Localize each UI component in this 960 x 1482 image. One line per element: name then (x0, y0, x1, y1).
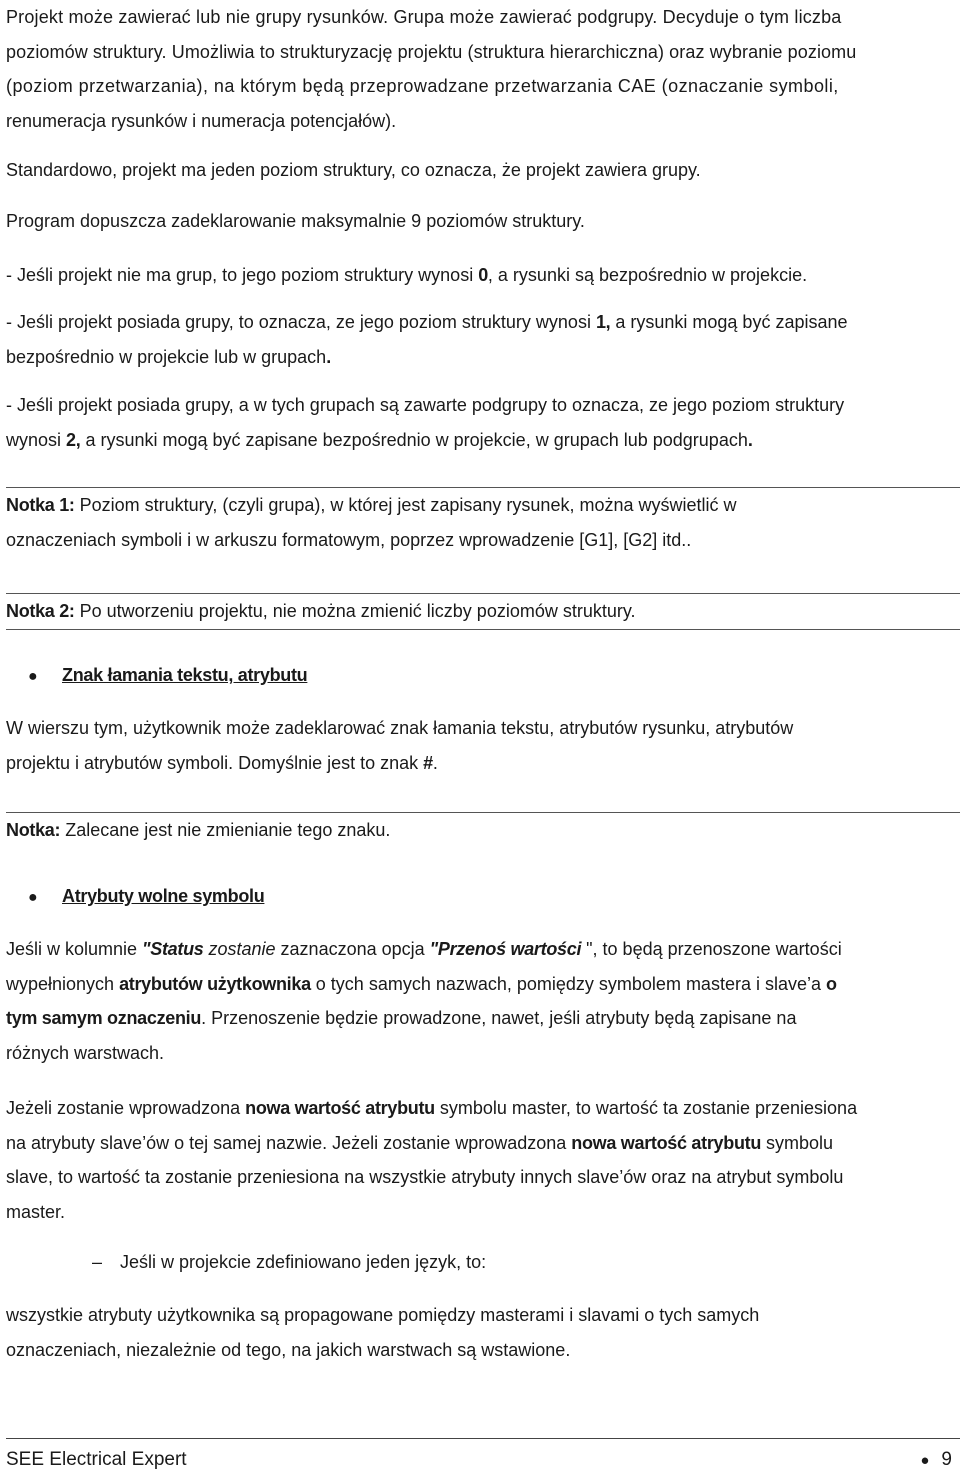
note2-label: Notka 2: (6, 601, 75, 621)
case0-text-a: - Jeśli projekt nie ma grup, to jego poziom struktury wynosi (6, 265, 479, 285)
case0-level-number: 0 (478, 265, 488, 285)
bullet-icon: ● (920, 1452, 930, 1469)
case1-end: . (326, 346, 331, 367)
section1-default-char: # (423, 752, 433, 773)
status-column-name: "Status (142, 939, 204, 959)
standard-structure-text: Standardowo, projekt ma jeden poziom struktury, co oznacza, że projekt zawiera grupy. (6, 160, 701, 180)
s2p1-o: o (826, 973, 837, 994)
same-designation-term: tym samym oznaczeniu (6, 1008, 202, 1028)
note1-text-1: Poziom struktury, (czyli grupa), w której jest zapisany rysunek, można wyświetlić w (74, 495, 737, 515)
s2p1-line3b: . Przenoszenie będzie prowadzone, nawet, jeśli atrybuty będą zapisane na (201, 1008, 797, 1028)
section-heading-free-attributes (28, 879, 264, 915)
s2p2-text-a: Jeżeli zostanie wprowadzona (6, 1098, 246, 1118)
single-language-text: Jeśli w projekcie zdefiniowano jeden język, to: (120, 1252, 487, 1272)
case2-text-b: wynosi (6, 429, 67, 450)
section1-title: Znak łamania tekstu, atrybutu (62, 665, 308, 685)
s2p3-line1: wszystkie atrybuty użytkownika są propagowane pomiędzy masterami i slavami o tych samych (6, 1305, 760, 1325)
product-name: SEE Electrical Expert (6, 1449, 187, 1470)
s2p1-text-b: zaznaczona opcja (275, 939, 430, 959)
s2p1-line4: różnych warstwach. (6, 1042, 165, 1063)
note-1 (6, 487, 960, 557)
case2-level-number: 2, (66, 429, 81, 450)
case1-level-number: 1, (595, 312, 611, 332)
case2-end: . (747, 429, 753, 450)
s2p2-line2b: symbolu (761, 1132, 834, 1153)
new-attribute-value-term: nowa wartość atrybutu (245, 1098, 435, 1118)
case2-line-1: - Jeśli projekt posiada grupy, a w tych grupach są zawarte podgrupy to oznacza, ze jego poziom struktury (6, 395, 845, 415)
case-level-0 (6, 258, 956, 293)
page-number: 9 (941, 1449, 952, 1470)
note1-text-2: oznaczeniach symboli i w arkuszu formatowym, poprzez wprowadzenie [G1], [G2] itd.. (6, 529, 692, 550)
user-attributes-term: atrybutów użytkownika (119, 973, 311, 994)
s2p2-line4: master. (6, 1201, 66, 1222)
transfer-values-option: "Przenoś wartości (429, 939, 582, 959)
note3-text: Zalecane jest nie zmienianie tego znaku. (60, 820, 391, 840)
note2-text: Po utworzeniu projektu, nie można zmienić liczby poziomów struktury. (74, 601, 636, 621)
note-2 (6, 593, 960, 629)
section1-paragraph (6, 711, 956, 780)
note-3 (6, 812, 960, 848)
section2-paragraph-2 (6, 1091, 956, 1229)
note3-label: Notka: (6, 820, 61, 840)
s2p1-text-a: Jeśli w kolumnie (6, 939, 143, 959)
divider (6, 629, 960, 630)
page-footer (6, 1438, 960, 1474)
intro-line-4: renumeracja rysunków i numeracja potencjałów). (6, 110, 397, 131)
s2p1-line2a: wypełnionych (6, 973, 120, 994)
s2p1-zostanie: zostanie (203, 939, 276, 959)
case2-text-c: a rysunki mogą być zapisane bezpośrednio w projekcie, w grupach lub podgrupach (80, 429, 748, 450)
page-number-area (920, 1439, 952, 1482)
s2p2-line2a: na atrybuty slave’ów o tej samej nazwie. Jeżeli zostanie wprowadzona (6, 1132, 572, 1153)
bullet-icon: ● (28, 668, 38, 685)
max-levels-text: Program dopuszcza zadeklarowanie maksymalnie 9 poziomów struktury. (6, 211, 585, 231)
new-attribute-value-term-2: nowa wartość atrybutu (571, 1132, 762, 1153)
section2-paragraph-3 (6, 1298, 956, 1367)
s2p1-line2b: o tych samych nazwach, pomiędzy symbolem mastera i slave’a (310, 973, 826, 994)
s2p2-line3: slave, to wartość ta zostanie przeniesiona na wszystkie atrybuty innych slave’ów oraz na atrybut symbolu (6, 1167, 844, 1187)
section1-line-2b: . (432, 752, 438, 773)
intro-paragraph (6, 0, 956, 138)
section-heading-line-break-char (28, 658, 307, 694)
case1-line-2: bezpośrednio w projekcie lub w grupach (6, 346, 327, 367)
s2p2-text-b: symbolu master, to wartość ta zostanie przeniesiona (434, 1098, 858, 1118)
case1-text-b: a rysunki mogą być zapisane (610, 312, 848, 332)
section1-line-2a: projektu i atrybutów symboli. Domyślnie jest to znak (6, 752, 424, 773)
dash-bullet: – (92, 1252, 103, 1272)
bullet-icon: ● (28, 889, 38, 906)
section1-line-1: W wierszu tym, użytkownik może zadeklarować znak łamania tekstu, atrybutów rysunku, atrybutów (6, 718, 794, 738)
note1-label: Notka 1: (6, 495, 75, 515)
case-level-1 (6, 305, 956, 374)
section2-title: Atrybuty wolne symbolu (62, 886, 265, 906)
single-language-item (92, 1245, 486, 1279)
s2p3-line2: oznaczeniach, niezależnie od tego, na jakich warstwach są wstawione. (6, 1339, 571, 1360)
section2-paragraph-1 (6, 932, 956, 1070)
intro-line-2: poziomów struktury. Umożliwia to strukturyzację projektu (struktura hierarchiczna) oraz wybranie poziomu (6, 41, 857, 62)
intro-line-1: Projekt może zawierać lub nie grupy rysunków. Grupa może zawierać podgrupy. Decyduje o tym liczba (6, 7, 842, 27)
case1-text-a: - Jeśli projekt posiada grupy, to oznacza, ze jego poziom struktury wynosi (6, 312, 596, 332)
case0-text-b: , a rysunki są bezpośrednio w projekcie. (487, 265, 808, 285)
case-level-2 (6, 388, 956, 457)
intro-line-3: (poziom przetwarzania), na którym będą przeprowadzane przetwarzania CAE (oznaczanie symboli, (6, 76, 839, 96)
s2p1-text-c: ", to będą przenoszone wartości (581, 939, 842, 959)
